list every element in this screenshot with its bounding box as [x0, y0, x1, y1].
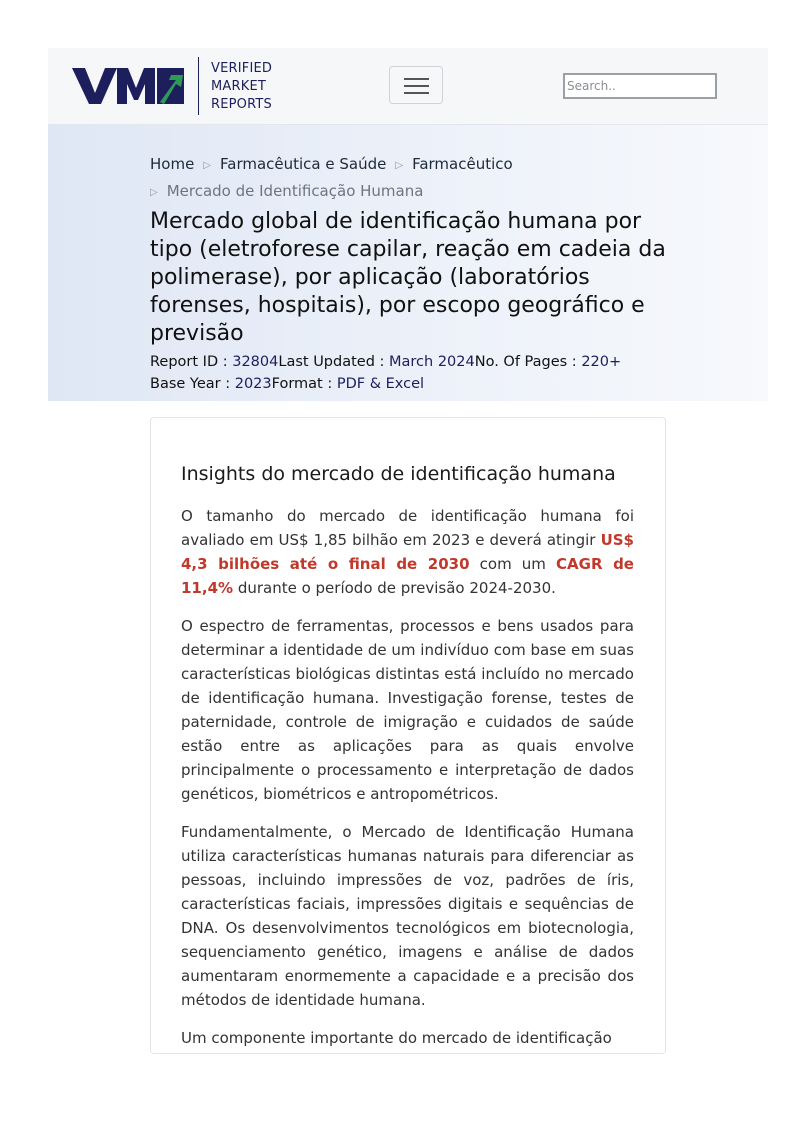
report-id-value: 32804: [232, 354, 279, 370]
market-forecast-highlight: US$ 4,3 bilhões até o final de 2030: [181, 531, 634, 573]
breadcrumb-pharma[interactable]: Farmacêutico: [412, 155, 513, 173]
last-updated-value: March 2024: [389, 354, 475, 370]
format-label: Format :: [271, 376, 337, 392]
insights-body: [181, 504, 634, 1054]
chevron-right-icon: ▷: [203, 160, 211, 171]
pages-value: 220+: [581, 354, 622, 370]
insights-paragraph-3: Fundamentalmente, o Mercado de Identificação Humana utiliza características humanas naturais para diferenciar as pessoas, incluindo impressões de voz, padrões de íris, características faciais, impressões digitais e sequências de DNA. Os desenvolvimentos tecnológicos em biotecnologia, sequenciamento genético, imagens e análise de dados aumentaram enormemente a capacidade e a precisão dos métodos de identidade humana.: [181, 823, 634, 1009]
hamburger-menu-button[interactable]: [389, 66, 443, 104]
breadcrumb: [150, 152, 570, 206]
logo-line-reports: REPORTS: [211, 97, 272, 112]
logo-wordmark: [211, 60, 272, 114]
chevron-right-icon: ▷: [395, 160, 404, 171]
insights-paragraph-1: [181, 504, 634, 600]
insights-p1-text-c: durante o período de previsão 2024-2030.: [233, 579, 556, 597]
breadcrumb-pharma-health[interactable]: Farmacêutica e Saúde: [220, 155, 387, 173]
insights-p1-text-a: O tamanho do mercado de identificação humana foi avaliado em US$ 1,85 bilhão em 2023 e deverá atingir: [181, 507, 634, 549]
insights-heading: Insights do mercado de identificação humana: [181, 463, 616, 485]
cagr-highlight: CAGR de 11,4%: [181, 555, 634, 597]
report-id-label: Report ID :: [150, 354, 233, 370]
pages-label: No. Of Pages :: [474, 354, 582, 370]
insights-paragraph-4: Um componente importante do mercado de identificação: [181, 1029, 612, 1047]
format-value: PDF & Excel: [336, 376, 425, 392]
breadcrumb-current: Mercado de Identificação Humana: [166, 182, 424, 200]
hamburger-icon: [404, 78, 429, 80]
base-year-value: 2023: [234, 376, 272, 392]
logo-line-verified: VERIFIED: [211, 61, 273, 76]
insights-card: [150, 417, 666, 1054]
last-updated-label: Last Updated :: [278, 354, 390, 370]
report-meta-line-2: [150, 376, 424, 392]
insights-p1-text-b: com um: [469, 555, 557, 573]
hamburger-icon-bar: [404, 85, 429, 87]
report-hero: [48, 125, 768, 401]
report-meta-line-1: [150, 354, 621, 370]
chevron-right-icon: ▷: [150, 187, 158, 198]
base-year-label: Base Year :: [150, 376, 235, 392]
page-title: Mercado global de identificação humana por tipo (eletroforese capilar, reação em cadeia da polimerase), por aplicação (laboratórios forenses, hospitais), por escopo geográfico e previsão: [150, 209, 666, 346]
logo-divider: [198, 57, 199, 115]
vmr-logo-mark-icon: [72, 66, 186, 106]
search-input[interactable]: [563, 73, 717, 99]
insights-paragraph-2: O espectro de ferramentas, processos e bens usados para determinar a identidade de um indivíduo com base em suas características biológicas distintas está incluído no mercado de identificação humana. Investigação forense, testes de paternidade, controle de imigração e cuidados de saúde estão entre as aplicações para as quais envolve principalmente o processamento e interpretação de dados genéticos, biométricos e antropométricos.: [181, 617, 634, 803]
breadcrumb-home[interactable]: Home: [150, 155, 195, 173]
hamburger-icon-bar: [404, 92, 429, 94]
logo-line-market: MARKET: [211, 79, 267, 94]
site-header: [48, 48, 768, 125]
